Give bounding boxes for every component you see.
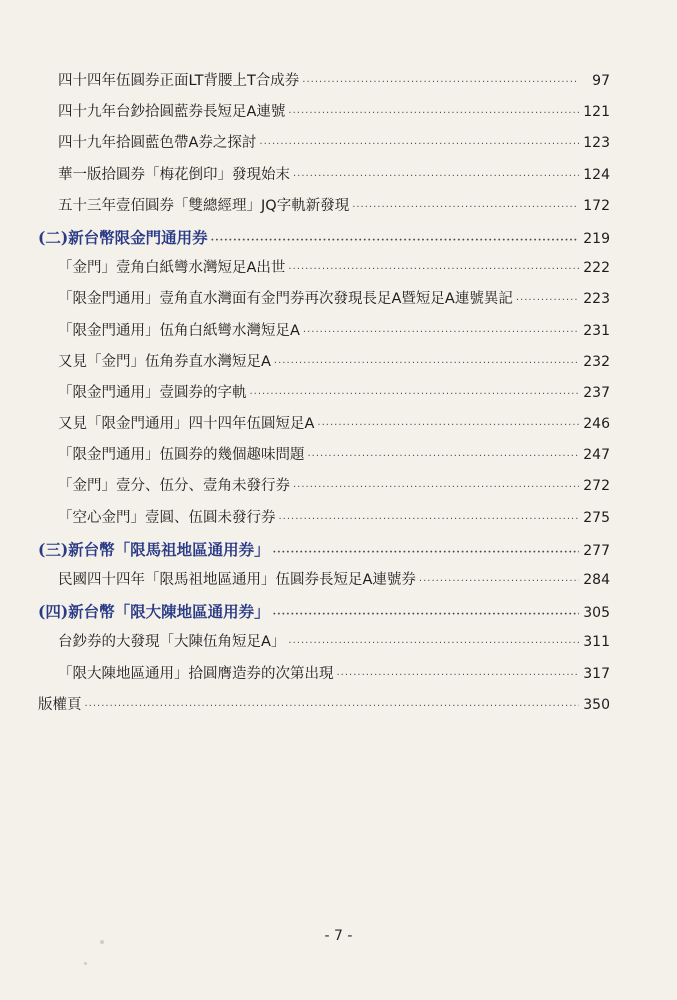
toc-entry-title: 民國四十四年「限馬祖地區通用」伍圓券長短足A連號券 [58,572,416,588]
dot-leader [308,441,580,472]
toc-entry-page: 277 [583,542,610,559]
toc-entry-title: 「限金門通用」壹圓券的字軌 [58,384,247,401]
dot-leader [211,225,579,256]
toc-entry-title: (四)新台幣「限大陳地區通用券」 [38,602,270,622]
toc-section-heading [38,534,610,565]
toc-entry-title: 華一版拾圓券「梅花倒印」發現始末 [58,166,290,183]
toc-entry-page: 223 [583,291,610,308]
toc-entry [38,284,610,315]
toc-entry-page: 123 [583,135,610,152]
toc-entry-page: 232 [583,353,610,370]
dot-leader [303,317,579,348]
toc-entry-page: 317 [583,665,610,682]
toc-entry-title: 「限金門通用」伍圓券的幾個趣味問題 [58,447,305,464]
toc-entry-page: 231 [583,322,610,339]
toc-entry-title: 「金門」壹分、伍分、壹角未發行券 [58,478,290,495]
dot-leader [288,628,579,659]
toc-entry-page: 222 [583,260,610,277]
toc-entry [38,66,610,97]
toc-entry-title: 版權頁 [38,696,82,713]
paper-mark [84,962,87,965]
dot-leader [279,504,580,535]
toc-entry [38,627,610,658]
dot-leader [274,348,579,379]
toc-entry-title: 台鈔券的大發現「大陳伍角短足A」 [58,634,286,651]
dot-leader [293,161,579,192]
toc-entry-title: 「空心金門」壹圓、伍圓未發行券 [58,509,276,526]
toc-entry [38,565,610,596]
toc-entry-page: 172 [583,197,610,214]
toc-entry [38,128,610,159]
dot-leader [273,537,579,568]
toc-entry-page: 219 [583,230,610,247]
dot-leader [293,472,579,503]
paper-mark [100,940,104,944]
toc-entry-page: 311 [583,634,610,651]
dot-leader [288,254,579,285]
dot-leader [288,98,579,129]
toc-entry-page: 124 [583,166,610,183]
toc-section-heading [38,222,610,253]
toc-entry-title: (二)新台幣限金門通用券 [38,227,208,247]
toc-entry [38,378,610,409]
dot-leader [337,660,580,691]
toc-entry-title: 四十九年台鈔拾圓藍券長短足A連號 [58,104,286,121]
dot-leader [419,566,579,597]
toc-entry [38,690,610,721]
dot-leader [273,599,579,630]
toc-entry-title: 五十三年壹佰圓券「雙總經理」JQ字軌新發現 [58,197,350,214]
toc-entry-page: 121 [583,104,610,121]
toc-entry-page: 284 [583,572,610,588]
toc-entry [38,347,610,378]
dot-leader [250,379,580,410]
toc-entry-title: 「金門」壹角白紙彎水灣短足A出世 [58,260,286,277]
toc-entry-title: 「限大陳地區通用」拾圓膺造券的次第出現 [58,665,334,682]
toc-entry [38,160,610,191]
toc-entry-title: 又見「限金門通用」四十四年伍圓短足A [58,416,315,433]
table-of-contents [38,66,610,721]
toc-entry [38,471,610,502]
toc-entry-title: 「限金門通用」壹角直水灣面有金門券再次發現長足A暨短足A連號異記 [58,291,513,308]
toc-entry-title: 四十九年拾圓藍色帶A券之探討 [58,135,257,152]
toc-entry-title: 四十四年伍圓券正面LT背腰上T合成券 [58,73,300,89]
toc-entry-title: 「限金門通用」伍角白紙彎水灣短足A [58,322,300,339]
toc-entry-page: 350 [583,696,610,713]
toc-entry [38,97,610,128]
toc-entry-page: 272 [583,478,610,495]
toc-entry [38,440,610,471]
toc-entry-page: 305 [583,605,610,622]
dot-leader [85,691,580,722]
dot-leader [516,285,579,316]
toc-entry [38,191,610,222]
toc-entry-page: 97 [592,73,610,89]
toc-entry-title: 又見「金門」伍角券直水灣短足A [58,353,271,370]
toc-entry-page: 237 [583,384,610,401]
toc-entry-title: (三)新台幣「限馬祖地區通用券」 [38,539,270,559]
toc-entry [38,409,610,440]
dot-leader [352,192,579,223]
toc-entry [38,253,610,284]
dot-leader [317,410,579,441]
toc-entry [38,503,610,534]
toc-entry-page: 246 [583,416,610,433]
page-number: - 7 - [324,928,353,944]
dot-leader [302,67,579,98]
toc-entry [38,659,610,690]
toc-entry-page: 275 [583,509,610,526]
dot-leader [259,129,579,160]
toc-entry-page: 247 [583,447,610,464]
toc-entry [38,316,610,347]
toc-section-heading [38,596,610,627]
